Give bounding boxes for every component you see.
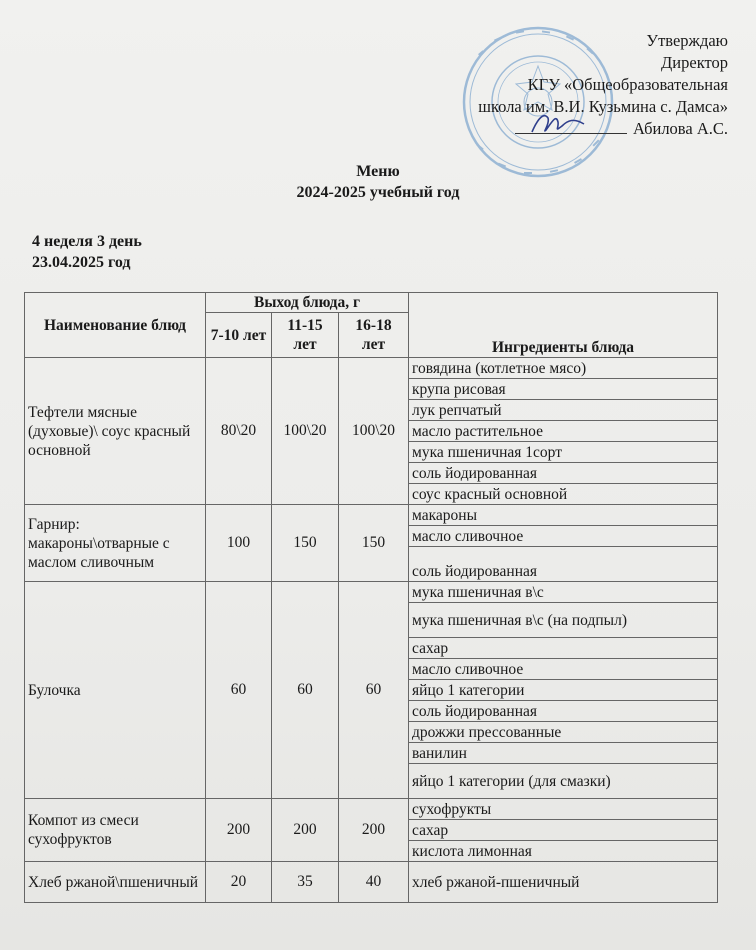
- portion-age-16-18: 60: [339, 582, 409, 799]
- menu-title: [0, 161, 756, 203]
- ingredient: яйцо 1 категории (для смазки): [409, 764, 718, 799]
- portion-age-7-10: 60: [206, 582, 272, 799]
- portion-age-11-15: 150: [272, 505, 339, 582]
- portion-age-11-15: 35: [272, 862, 339, 903]
- ingredient: крупа рисовая: [409, 379, 718, 400]
- ingredient: дрожжи прессованные: [409, 722, 718, 743]
- ingredient: соль йодированная: [409, 547, 718, 582]
- director-name: Абилова А.С.: [633, 119, 728, 138]
- approval-signature-row: [478, 118, 728, 140]
- handwritten-signature: [528, 108, 588, 138]
- ingredient: сухофрукты: [409, 799, 718, 820]
- portion-age-7-10: 80\20: [206, 358, 272, 505]
- day-info: [32, 231, 142, 273]
- ingredient: говядина (котлетное мясо): [409, 358, 718, 379]
- portion-age-16-18: 150: [339, 505, 409, 582]
- approval-block: [478, 30, 728, 140]
- ingredient: масло растительное: [409, 421, 718, 442]
- header-age-7-10: 7-10 лет: [206, 313, 272, 358]
- table-row: [25, 799, 718, 820]
- table-row: [25, 505, 718, 526]
- portion-age-16-18: 100\20: [339, 358, 409, 505]
- table-row: [25, 582, 718, 603]
- ingredient: яйцо 1 категории: [409, 680, 718, 701]
- ingredient: соль йодированная: [409, 463, 718, 484]
- portion-age-11-15: 60: [272, 582, 339, 799]
- approval-organization: КГУ «Общеобразовательная: [527, 75, 728, 94]
- ingredient: сахар: [409, 820, 718, 841]
- dish-name: Хлеб ржаной\пшеничный: [25, 862, 206, 903]
- portion-age-11-15: 100\20: [272, 358, 339, 505]
- ingredient: макароны: [409, 505, 718, 526]
- ingredient: сахар: [409, 638, 718, 659]
- approval-school-name: школа им. В.И. Кузьмина с. Дамса»: [478, 97, 728, 116]
- table-row: [25, 358, 718, 379]
- header-portion-group: Выход блюда, г: [206, 293, 409, 313]
- header-dish-name: Наименование блюд: [25, 293, 206, 358]
- header-ingredients: Ингредиенты блюда: [409, 293, 718, 358]
- table-header-row: [25, 293, 718, 313]
- ingredient: лук репчатый: [409, 400, 718, 421]
- menu-table: [24, 292, 718, 903]
- dish-name: Булочка: [25, 582, 206, 799]
- ingredient: ванилин: [409, 743, 718, 764]
- table-row: [25, 862, 718, 903]
- approval-position: Директор: [661, 53, 728, 72]
- ingredient: соль йодированная: [409, 701, 718, 722]
- menu-title-main: Меню: [356, 163, 400, 180]
- dish-name: Гарнир: макароны\отварные с маслом сливочным: [25, 505, 206, 582]
- week-day-label: 4 неделя 3 день: [32, 233, 142, 250]
- menu-title-year: 2024-2025 учебный год: [296, 184, 460, 201]
- portion-age-16-18: 40: [339, 862, 409, 903]
- ingredient: масло сливочное: [409, 659, 718, 680]
- header-age-11-15: 11-15 лет: [272, 313, 339, 358]
- ingredient: мука пшеничная 1сорт: [409, 442, 718, 463]
- portion-age-7-10: 100: [206, 505, 272, 582]
- ingredient: мука пшеничная в\с: [409, 582, 718, 603]
- header-age-16-18: 16-18 лет: [339, 313, 409, 358]
- approval-approve-line: Утверждаю: [646, 31, 728, 50]
- ingredient: кислота лимонная: [409, 841, 718, 862]
- ingredient: хлеб ржаной-пшеничный: [409, 862, 718, 903]
- date-label: 23.04.2025 год: [32, 254, 131, 271]
- portion-age-16-18: 200: [339, 799, 409, 862]
- ingredient: масло сливочное: [409, 526, 718, 547]
- ingredient: мука пшеничная в\с (на подпыл): [409, 603, 718, 638]
- ingredient: соус красный основной: [409, 484, 718, 505]
- dish-name: Тефтели мясные (духовые)\ соус красный основной: [25, 358, 206, 505]
- portion-age-11-15: 200: [272, 799, 339, 862]
- portion-age-7-10: 20: [206, 862, 272, 903]
- dish-name: Компот из смеси сухофруктов: [25, 799, 206, 862]
- portion-age-7-10: 200: [206, 799, 272, 862]
